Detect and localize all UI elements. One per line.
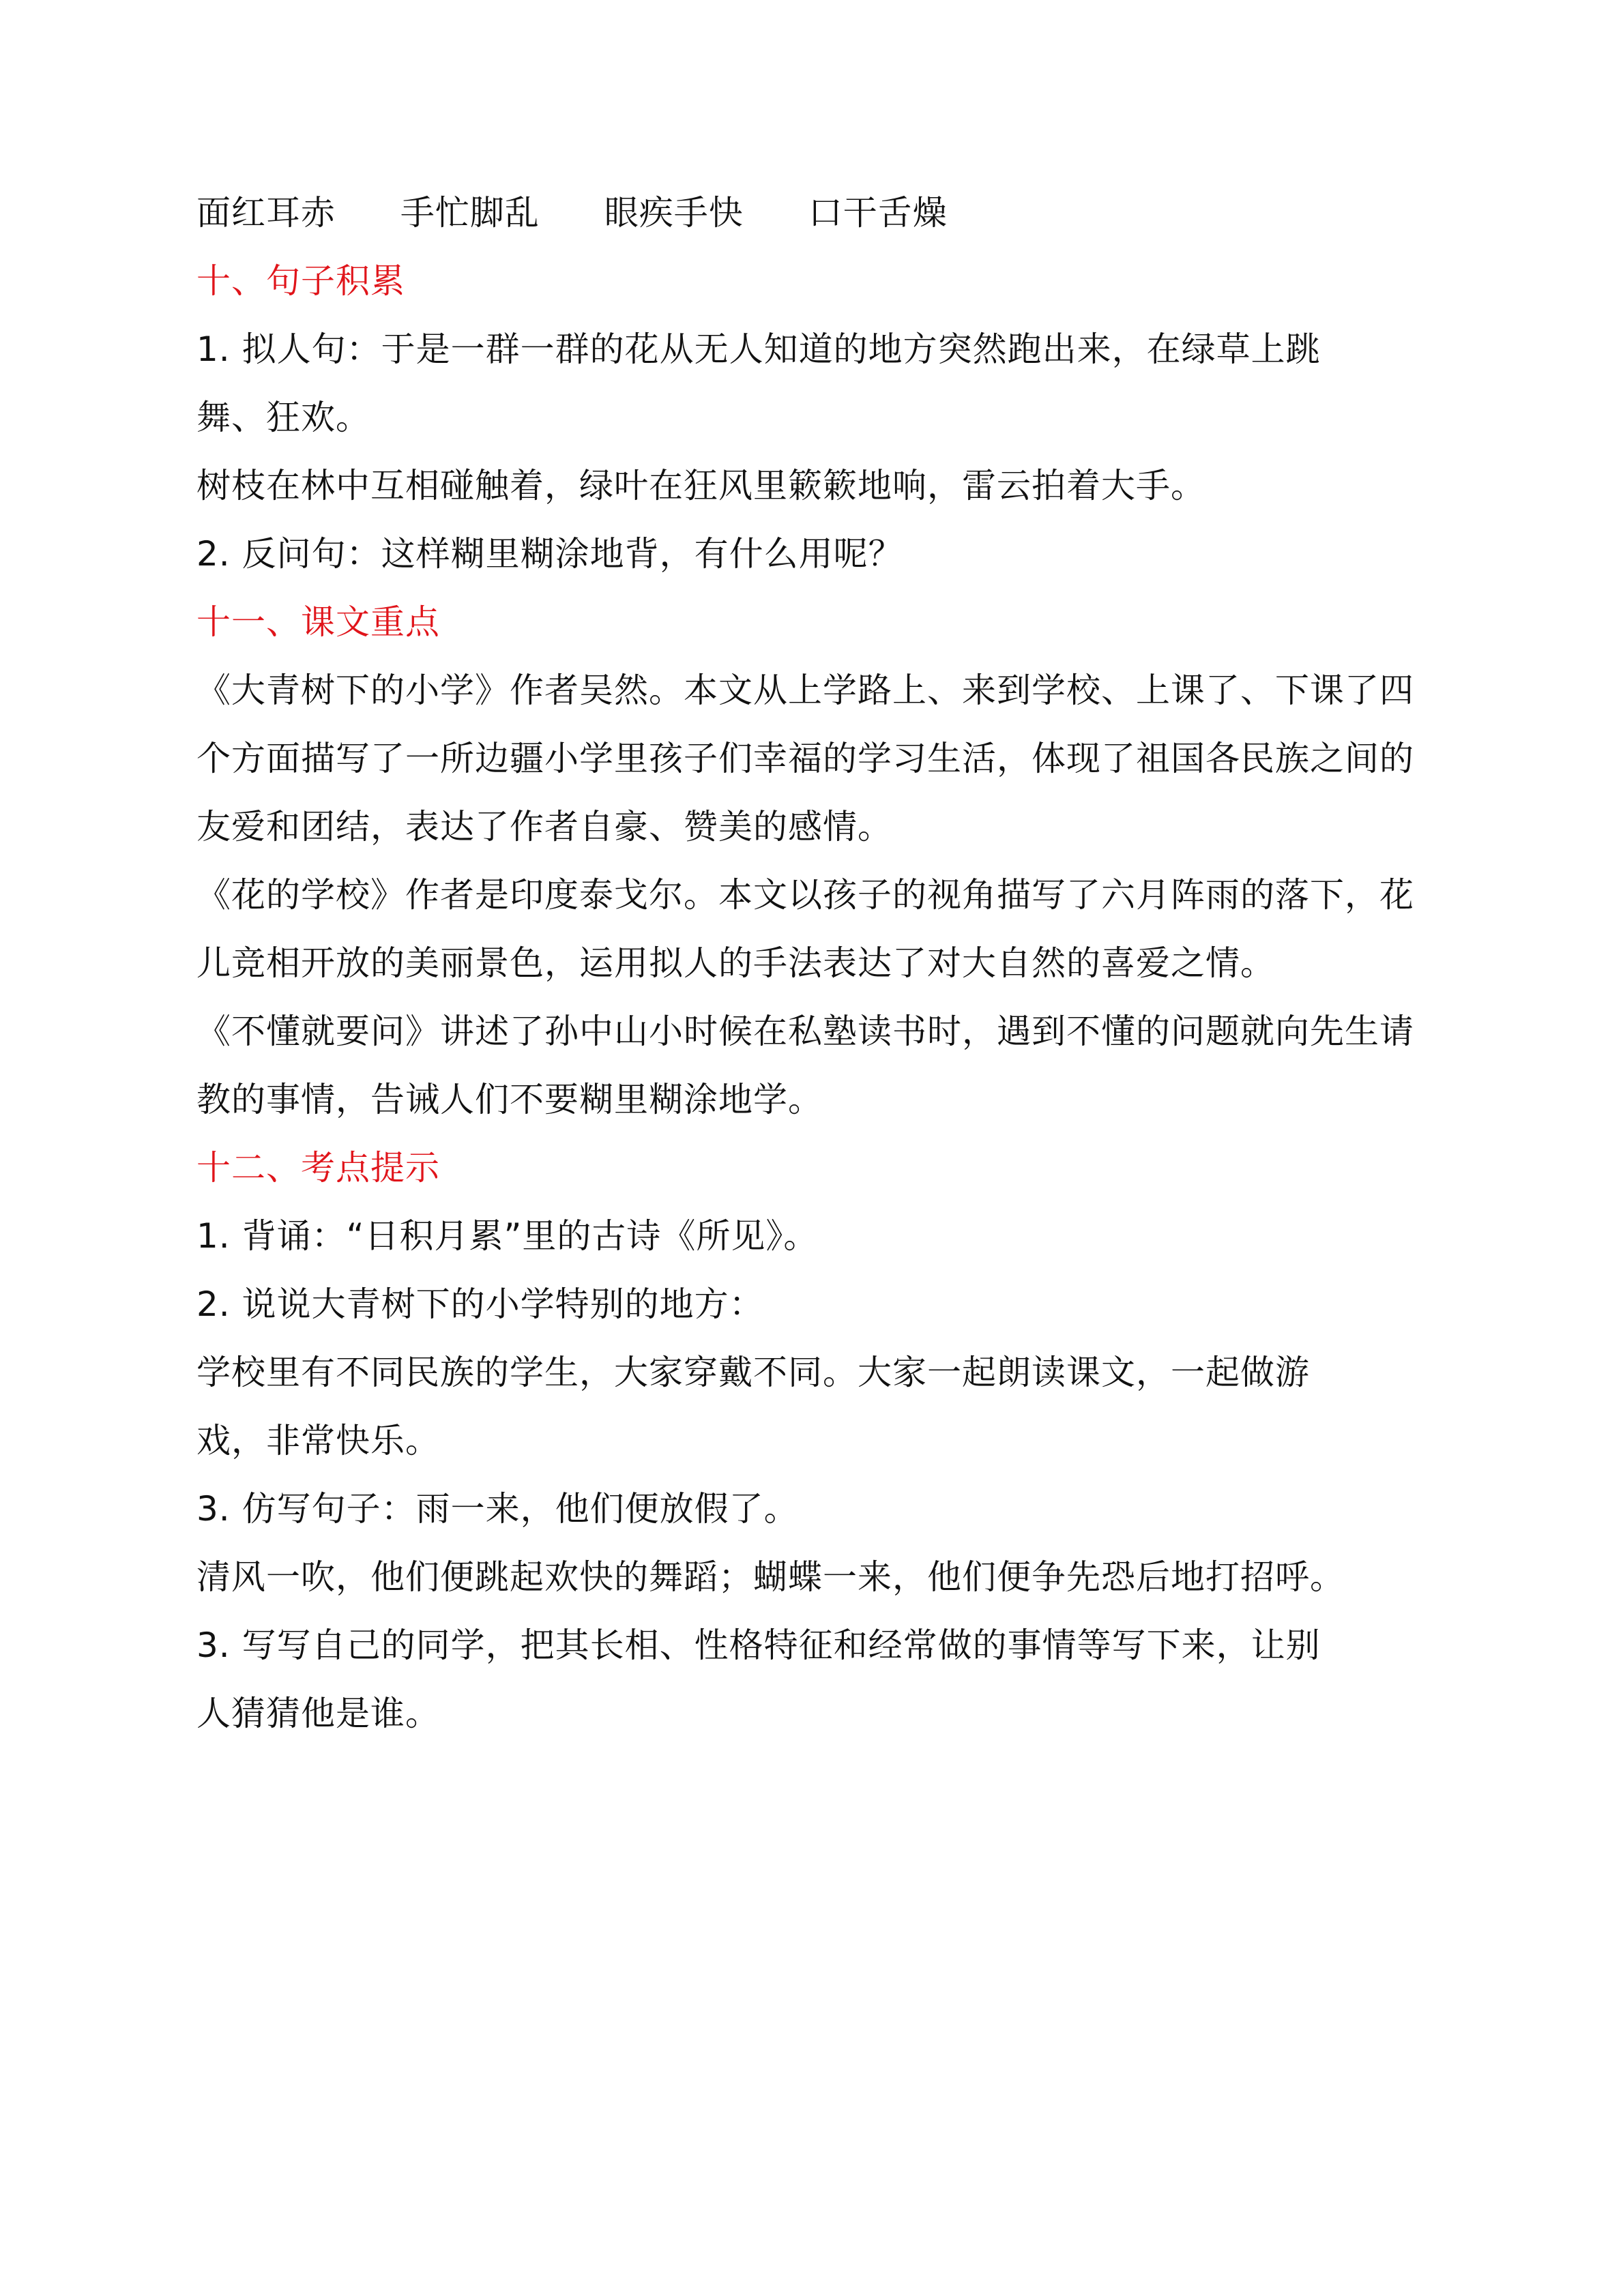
text-line: 学校里有不同民族的学生，大家穿戴不同。大家一起朗读课文，一起做游 bbox=[196, 1353, 1310, 1392]
idiom-item: 面红耳赤 bbox=[196, 193, 336, 233]
document-page bbox=[196, 179, 1445, 1748]
text-line: 树枝在林中互相碰触着，绿叶在狂风里簌簌地响，雷云拍着大手。 bbox=[196, 466, 1205, 505]
text-line: 友爱和团结，表达了作者自豪、赞美的感情。 bbox=[196, 807, 892, 847]
text-line: 教的事情，告诫人们不要糊里糊涂地学。 bbox=[196, 1080, 823, 1119]
section-heading-sentence-accumulation: 十、句子积累 bbox=[196, 261, 405, 301]
section-heading-exam-tips: 十二、考点提示 bbox=[196, 1148, 440, 1188]
text-line: 《大青树下的小学》作者吴然。本文从上学路上、来到学校、上课了、下课了四 bbox=[196, 671, 1414, 710]
text-line: 儿竞相开放的美丽景色，运用拟人的手法表达了对大自然的喜爱之情。 bbox=[196, 943, 1275, 983]
idiom-item: 眼疾手快 bbox=[604, 193, 744, 233]
text-line: 3. 写写自己的同学，把其长相、性格特征和经常做的事情等写下来，让别 bbox=[196, 1625, 1321, 1665]
idiom-item: 口干舌燥 bbox=[808, 193, 948, 233]
idiom-list bbox=[196, 179, 1445, 247]
idiom-item: 手忙脚乱 bbox=[400, 193, 540, 233]
text-line: 1. 拟人句：于是一群一群的花从无人知道的地方突然跑出来，在绿草上跳 bbox=[196, 329, 1321, 369]
text-line: 3. 仿写句子：雨一来，他们便放假了。 bbox=[196, 1489, 799, 1529]
text-line: 2. 说说大青树下的小学特别的地方： bbox=[196, 1284, 764, 1324]
section-heading-lesson-key-points: 十一、课文重点 bbox=[196, 602, 440, 642]
text-line: 人猜猜他是谁。 bbox=[196, 1694, 440, 1733]
text-line: 《不懂就要问》讲述了孙中山小时候在私塾读书时，遇到不懂的问题就向先生请 bbox=[196, 1012, 1414, 1051]
text-line: 2. 反问句：这样糊里糊涂地背，有什么用呢？ bbox=[196, 534, 903, 574]
text-line: 舞、狂欢。 bbox=[196, 398, 370, 437]
text-line: 清风一吹，他们便跳起欢快的舞蹈；蝴蝶一来，他们便争先恐后地打招呼。 bbox=[196, 1557, 1345, 1597]
text-line: 1. 背诵：“日积月累”里的古诗《所见》。 bbox=[196, 1216, 819, 1256]
text-line: 个方面描写了一所边疆小学里孩子们幸福的学习生活，体现了祖国各民族之间的 bbox=[196, 739, 1414, 778]
text-line: 戏，非常快乐。 bbox=[196, 1421, 440, 1460]
text-line: 《花的学校》作者是印度泰戈尔。本文以孩子的视角描写了六月阵雨的落下，花 bbox=[196, 875, 1414, 915]
